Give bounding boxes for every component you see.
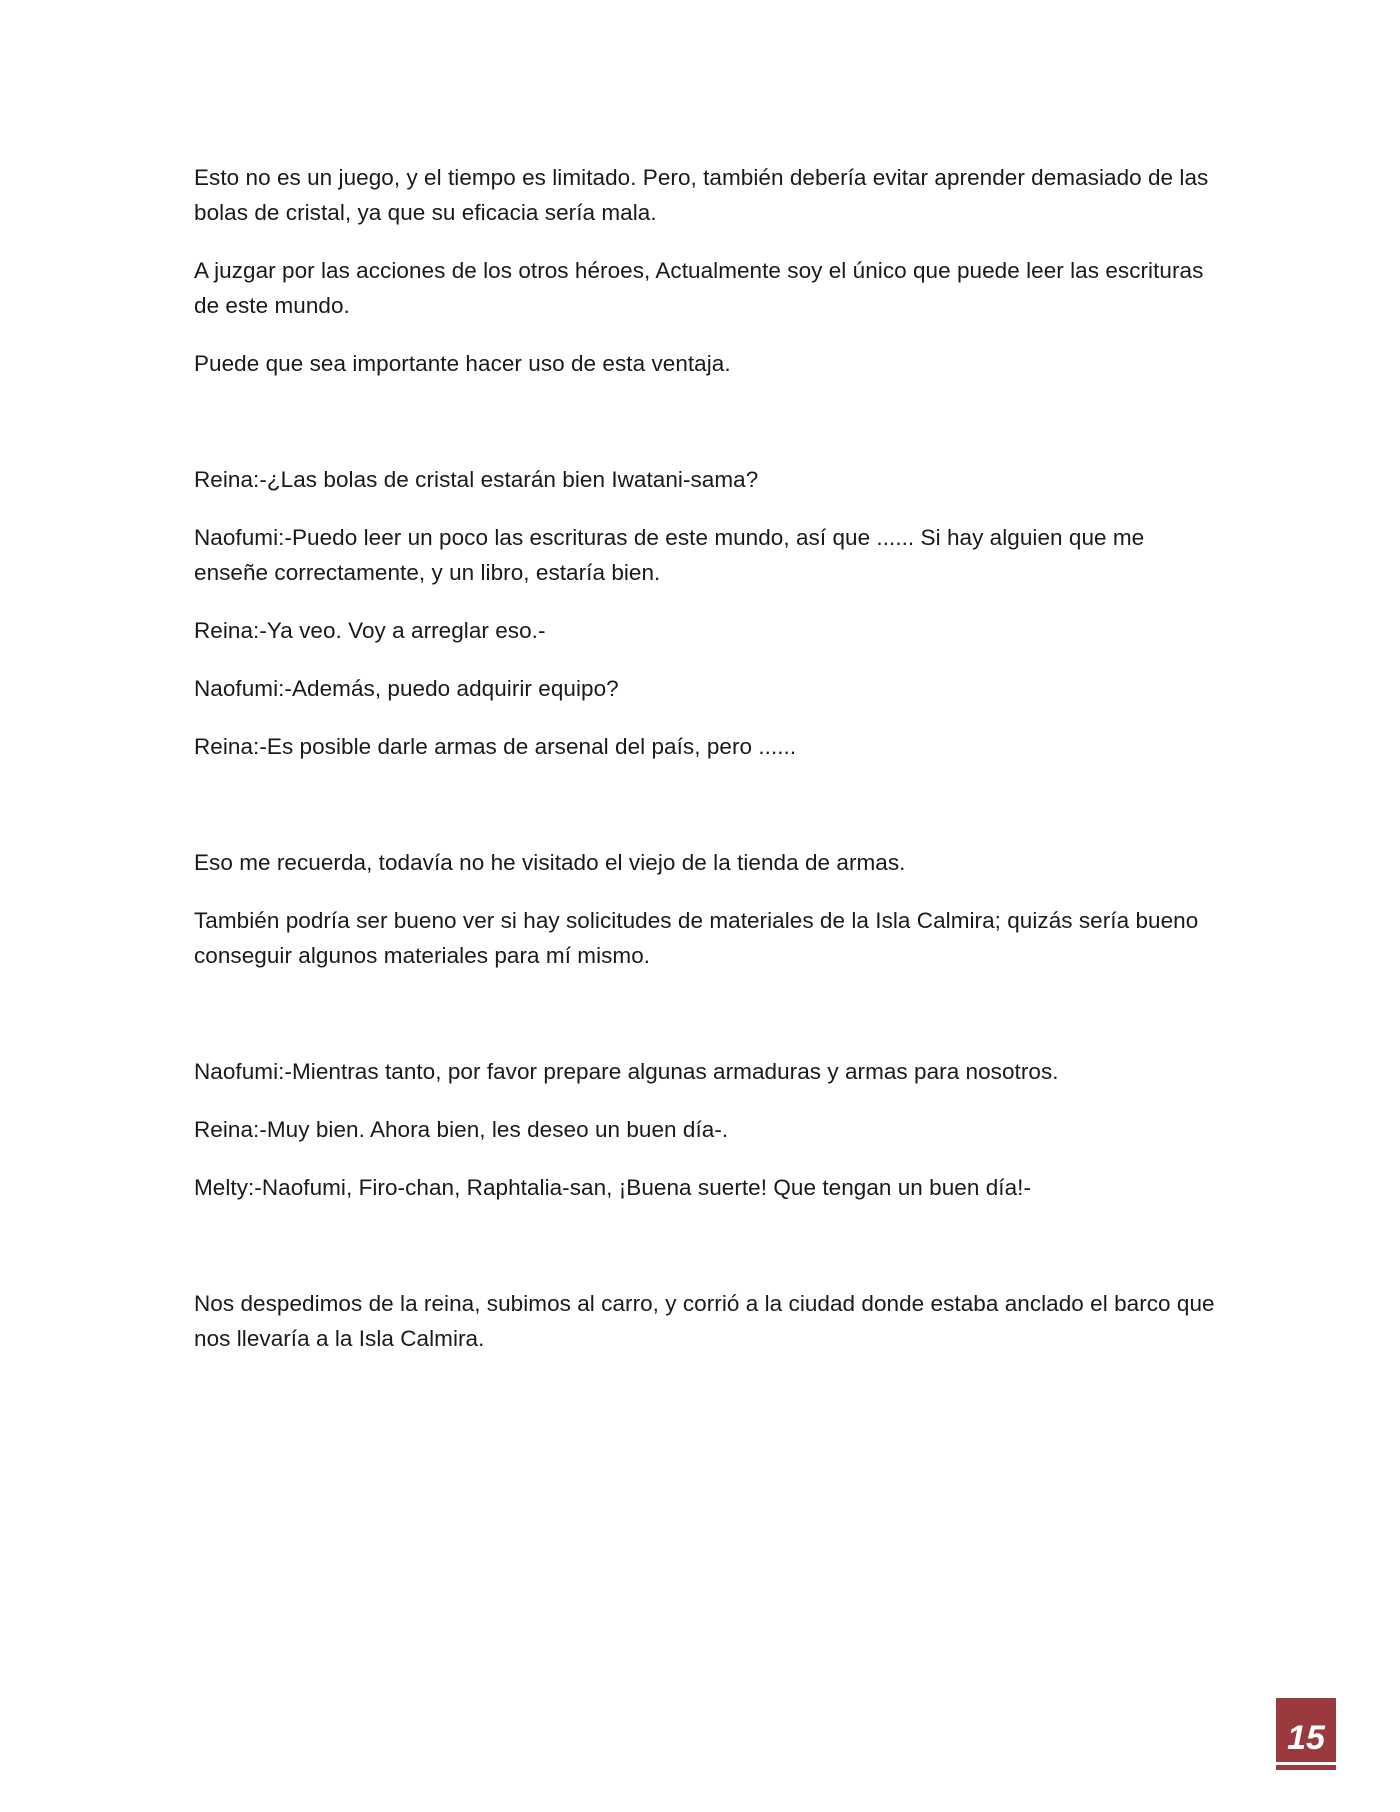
page-number-underline xyxy=(1276,1762,1336,1765)
paragraph: A juzgar por las acciones de los otros héroes, Actualmente soy el único que puede leer las escrituras de este mundo. xyxy=(194,258,1204,318)
dialogue-line: Reina:-¿Las bolas de cristal estarán bien Iwatani-sama? xyxy=(194,467,759,492)
paragraph: Eso me recuerda, todavía no he visitado el viejo de la tienda de armas. xyxy=(194,850,906,875)
page-number: 15 xyxy=(1287,1719,1325,1757)
dialogue-line: Reina:-Ya veo. Voy a arreglar eso.- xyxy=(194,618,546,643)
dialogue-line: Naofumi:-Puedo leer un poco las escrituras de este mundo, así que ...... Si hay alguien que me enseñe correctamente, y un libro, estaría bien. xyxy=(194,525,1145,585)
page-number-badge xyxy=(1276,1698,1336,1770)
dialogue-line: Reina:-Es posible darle armas de arsenal del país, pero ...... xyxy=(194,734,797,759)
dialogue-line: Reina:-Muy bien. Ahora bien, les deseo un buen día-. xyxy=(194,1117,729,1142)
paragraph: Nos despedimos de la reina, subimos al carro, y corrió a la ciudad donde estaba anclado el barco que nos llevaría a la Isla Calmira. xyxy=(194,1291,1215,1351)
dialogue-line: Naofumi:-Mientras tanto, por favor prepare algunas armaduras y armas para nosotros. xyxy=(194,1059,1059,1084)
paragraph: Puede que sea importante hacer uso de esta ventaja. xyxy=(194,351,731,376)
paragraph: También podría ser bueno ver si hay solicitudes de materiales de la Isla Calmira; quizás sería bueno conseguir algunos materiales para mí mismo. xyxy=(194,908,1199,968)
document-body xyxy=(194,160,1224,1356)
dialogue-line: Melty:-Naofumi, Firo-chan, Raphtalia-san, ¡Buena suerte! Que tengan un buen día!- xyxy=(194,1175,1031,1200)
dialogue-line: Naofumi:-Además, puedo adquirir equipo? xyxy=(194,676,619,701)
paragraph: Esto no es un juego, y el tiempo es limitado. Pero, también debería evitar aprender demasiado de las bolas de cristal, ya que su eficacia sería mala. xyxy=(194,165,1209,225)
